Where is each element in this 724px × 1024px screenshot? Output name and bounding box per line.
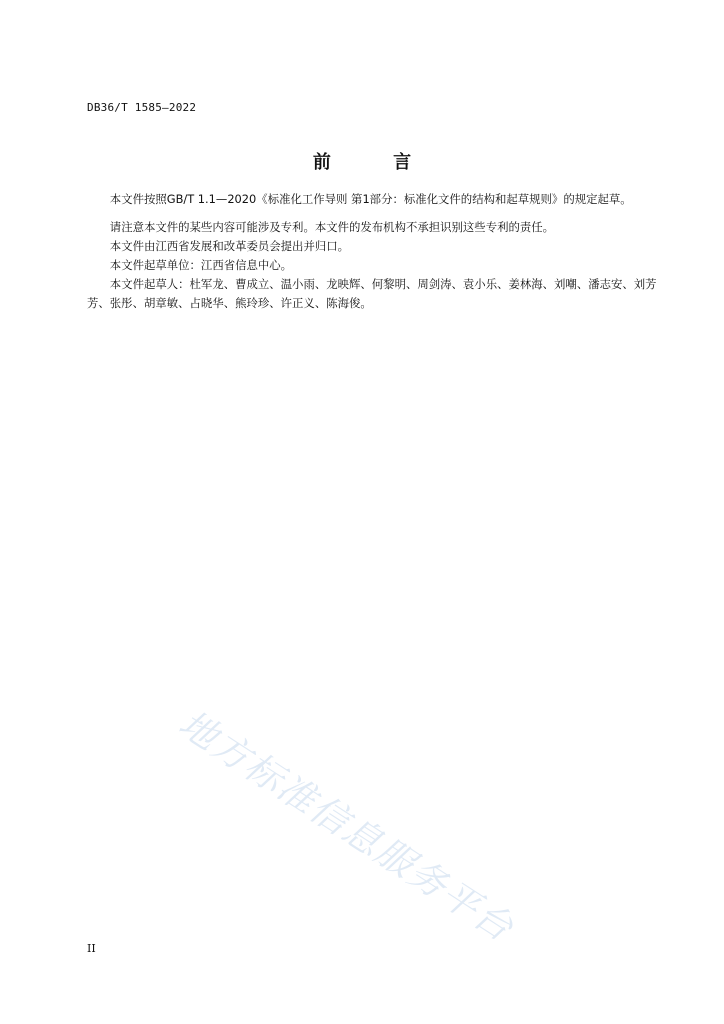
page-title: 前 言 (312, 152, 440, 173)
document-code: DB36/T 1585—2022 (87, 101, 197, 114)
paragraph-drafters: 本文件起草人：杜军龙、曹成立、温小雨、龙映辉、何黎明、周剑涛、袁小乐、姜林海、刘嘲、潘志安、刘芳芳、张彤、胡章敏、占晓华、熊玲珍、许正义、陈海俊。 (87, 277, 657, 310)
paragraph-standard-reference: 本文件按照GB/T 1.1—2020《标准化工作导则 第1部分：标准化文件的结构和起草规则》的规定起草。 (109, 192, 632, 206)
watermark: 地方标准信息服务平台 (171, 701, 522, 951)
body-text (87, 190, 661, 313)
paragraph-proposer: 本文件由江西省发展和改革委员会提出并归口。 (109, 239, 350, 253)
page-number: II (87, 942, 96, 955)
paragraph-drafting-unit: 本文件起草单位：江西省信息中心。 (109, 258, 293, 272)
paragraph-patent-notice: 请注意本文件的某些内容可能涉及专利。本文件的发布机构不承担识别这些专利的责任。 (109, 220, 555, 234)
